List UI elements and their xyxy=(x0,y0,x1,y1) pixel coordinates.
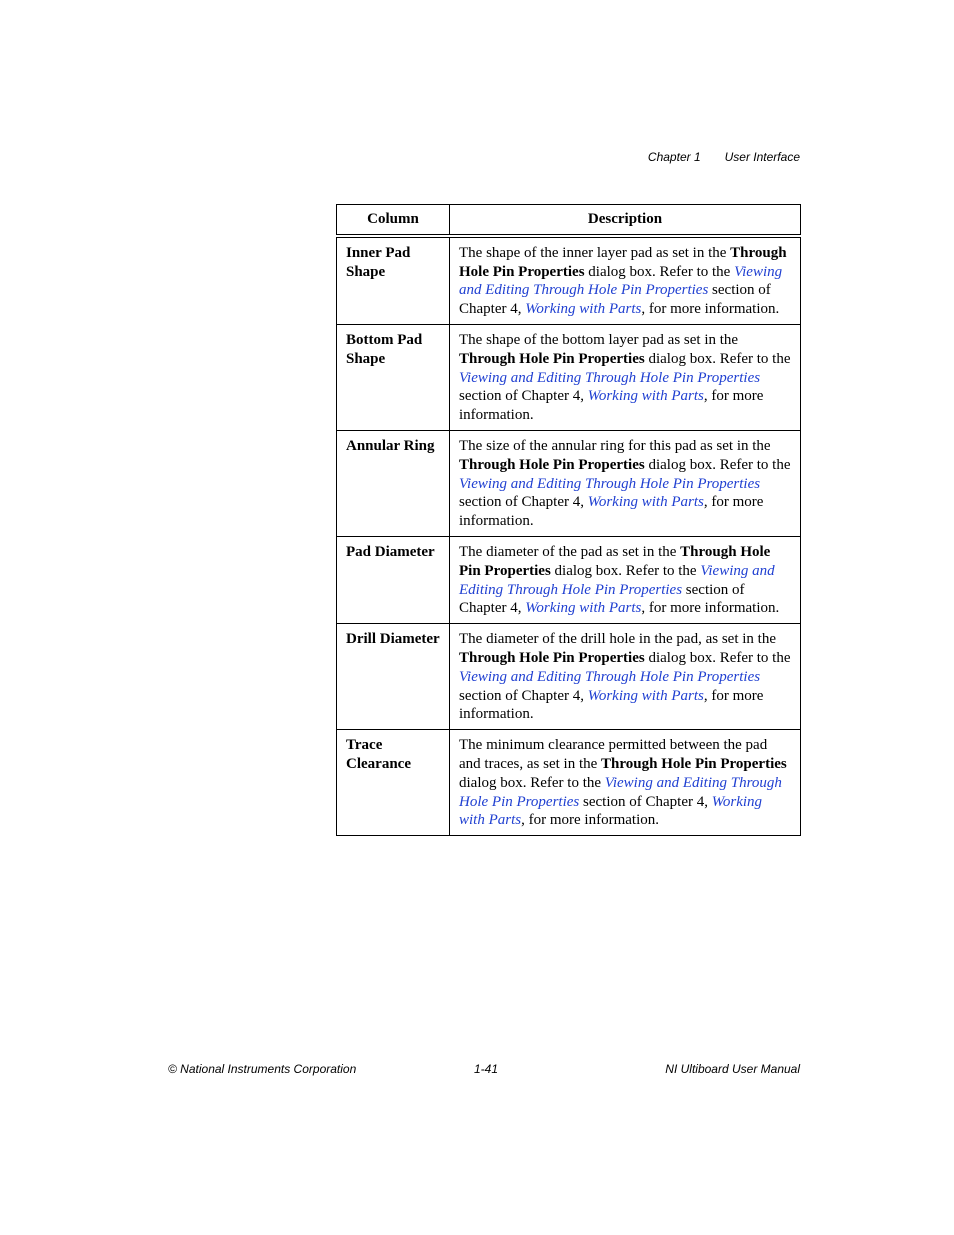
description-text: , for more information. xyxy=(641,301,780,318)
description-text: section of Chapter 4, xyxy=(459,494,588,511)
description-text: , for more information. xyxy=(459,494,764,530)
description-text: dialog box. Refer to the xyxy=(459,774,605,791)
column-header: Column xyxy=(337,205,450,236)
dialog-name: Through Hole Pin Properties xyxy=(459,649,645,666)
dialog-name: Through Hole Pin Properties xyxy=(459,350,645,367)
description-text: , for more information. xyxy=(521,812,659,829)
description-text: The shape of the inner layer pad as set in the xyxy=(459,244,731,261)
cross-reference-link[interactable]: Viewing and Editing Through Hole Pin Properties xyxy=(459,369,761,386)
header-chapter: Chapter 1 xyxy=(647,150,701,164)
cross-reference-link[interactable]: Viewing and Editing Through Hole Pin Properties xyxy=(459,774,782,810)
row-description xyxy=(450,324,801,430)
description-text: The shape of the bottom layer pad as set in the xyxy=(459,331,739,348)
description-text: The diameter of the drill hole in the pad, as set in the xyxy=(459,631,776,648)
row-column-name: Bottom Pad Shape xyxy=(337,324,450,430)
properties-table xyxy=(336,204,801,836)
description-text: The minimum clearance permitted between the pad and traces, as set in the xyxy=(459,737,768,772)
cross-reference-link[interactable]: Working with Parts xyxy=(587,687,704,704)
dialog-name: Through Hole Pin Properties xyxy=(459,244,787,280)
description-text: dialog box. Refer to the xyxy=(644,456,791,473)
table-row xyxy=(337,430,801,536)
description-text: dialog box. Refer to the xyxy=(644,649,791,666)
description-text: , for more information. xyxy=(641,600,780,617)
cross-reference-link[interactable]: Working with Parts xyxy=(459,793,763,829)
header-section: User Interface xyxy=(724,150,800,164)
cross-reference-link[interactable]: Viewing and Editing Through Hole Pin Properties xyxy=(459,263,783,299)
row-description xyxy=(450,730,801,836)
table-row xyxy=(337,324,801,430)
cross-reference-link[interactable]: Viewing and Editing Through Hole Pin Properties xyxy=(459,668,761,685)
row-column-name: Drill Diameter xyxy=(337,624,450,730)
table-row xyxy=(337,730,801,836)
footer-copyright: © National Instruments Corporation xyxy=(168,1062,357,1076)
dialog-name: Through Hole Pin Properties xyxy=(601,755,787,772)
table-row xyxy=(337,624,801,730)
description-text: dialog box. Refer to the xyxy=(550,562,701,579)
description-text: , for more information. xyxy=(459,687,764,723)
row-column-name: Annular Ring xyxy=(337,430,450,536)
description-text: section of Chapter 4, xyxy=(459,687,588,704)
cross-reference-link[interactable]: Working with Parts xyxy=(587,388,704,405)
dialog-name: Through Hole Pin Properties xyxy=(459,456,645,473)
cross-reference-link[interactable]: Viewing and Editing Through Hole Pin Properties xyxy=(459,562,775,598)
row-column-name: Trace Clearance xyxy=(337,730,450,836)
footer-manual-title: NI Ultiboard User Manual xyxy=(665,1062,800,1076)
cross-reference-link[interactable]: Working with Parts xyxy=(525,600,642,617)
row-column-name: Pad Diameter xyxy=(337,536,450,623)
description-text: The diameter of the pad as set in the xyxy=(459,543,681,560)
page-header xyxy=(0,150,800,164)
dialog-name: Through Hole Pin Properties xyxy=(459,543,771,579)
cross-reference-link[interactable]: Working with Parts xyxy=(525,301,642,318)
description-text: section of Chapter 4, xyxy=(459,581,745,617)
footer-page-number: 1-41 xyxy=(474,1062,499,1076)
description-text: , for more information. xyxy=(459,388,764,424)
description-text: section of Chapter 4, xyxy=(579,793,712,810)
description-header: Description xyxy=(450,205,801,236)
row-column-name: Inner Pad Shape xyxy=(337,236,450,325)
description-text: section of Chapter 4, xyxy=(459,282,771,318)
row-description xyxy=(450,430,801,536)
description-text: The size of the annular ring for this pad as set in the xyxy=(459,437,771,454)
row-description xyxy=(450,624,801,730)
cross-reference-link[interactable]: Working with Parts xyxy=(587,494,704,511)
cross-reference-link[interactable]: Viewing and Editing Through Hole Pin Properties xyxy=(459,475,761,492)
row-description xyxy=(450,236,801,325)
table-row xyxy=(337,236,801,325)
description-text: section of Chapter 4, xyxy=(459,388,588,405)
description-text: dialog box. Refer to the xyxy=(584,263,735,280)
table-row xyxy=(337,536,801,623)
row-description xyxy=(450,536,801,623)
table-header-row xyxy=(337,205,801,236)
description-text: dialog box. Refer to the xyxy=(644,350,791,367)
